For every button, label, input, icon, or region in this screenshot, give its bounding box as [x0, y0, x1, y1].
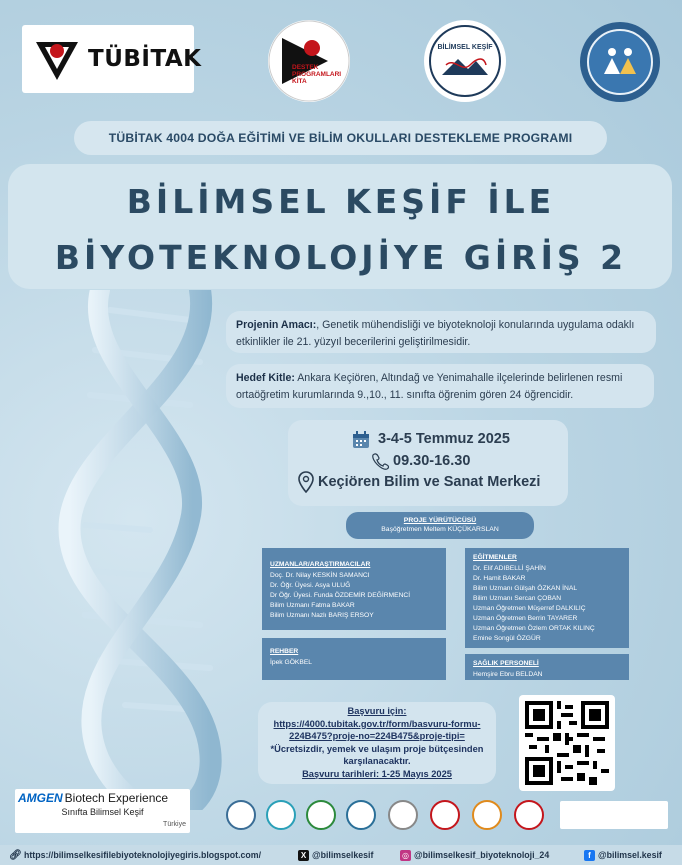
- calendar-icon: [352, 431, 370, 449]
- location-pin-icon: [298, 471, 314, 493]
- tubitak-logo: [22, 25, 202, 93]
- purpose-box: [226, 311, 656, 353]
- trainer-item: Uzman Öğretmen Müşerref DALKILIÇ: [473, 605, 586, 612]
- amgen-line-2: Sınıfta Bilimsel Keşif: [61, 807, 144, 817]
- people-icon: [600, 44, 640, 80]
- partner-logo-2: [266, 800, 296, 830]
- trainers-heading: EĞİTMENLER: [473, 554, 517, 561]
- bilimsel-kesif-logo: [424, 20, 506, 102]
- x-icon: X: [298, 850, 309, 861]
- destek-emblem-icon: [268, 20, 350, 102]
- dna-mountain-icon: [440, 51, 490, 79]
- trainer-item: Dr. Hamit BAKAR: [473, 575, 526, 582]
- partner-logo-7: [472, 800, 502, 830]
- trainer-item: Uzman Öğretmen Özlem ORTAK KILINÇ: [473, 625, 595, 632]
- trainer-item: Uzman Öğretmen Berrin TAYARER: [473, 615, 578, 622]
- trainer-item: Dr. Elif ADIBELLİ ŞAHİN: [473, 565, 546, 572]
- sanayi-bakanligi-logo: [560, 801, 668, 829]
- phone-icon: [370, 452, 390, 470]
- partner-logo-3: [306, 800, 336, 830]
- footer-instagram[interactable]: [400, 850, 549, 861]
- link-icon: 🔗︎: [9, 849, 22, 861]
- partner-logo-8: [514, 800, 544, 830]
- kecioren-logo-inner: [587, 29, 653, 95]
- tubitak-emblem-icon: [34, 36, 80, 82]
- experts-panel: [262, 548, 446, 630]
- bilimsel-kesif-text: BİLİMSEL KEŞİF: [437, 43, 493, 51]
- title-line-1: BİLİMSEL KEŞİF İLE: [126, 182, 556, 221]
- partner-logo-5: [388, 800, 418, 830]
- expert-item: Dr. Öğr. Üyesi. Asya ULUĞ: [270, 582, 351, 589]
- destek-text-2: PROGRAMLARI: [292, 71, 342, 78]
- audience-text: Ankara Keçiören, Altındağ ve Yenimahalle ilçelerinde belirlenen resmi ortaöğretim kurumlarında 9.,10., 11. sınıfta öğrenim gören 24 öğrencidir.: [236, 372, 623, 401]
- expert-item: Doç. Dr. Nilay KESKİN SAMANCI: [270, 572, 370, 579]
- coordinator-panel: [346, 512, 534, 539]
- destek-text-1: DESTEK: [292, 64, 319, 71]
- amgen-brand: AMGEN: [18, 791, 63, 805]
- footer-blog[interactable]: [10, 850, 261, 861]
- amgen-biotech-logo: [15, 789, 190, 833]
- footer-facebook-handle[interactable]: @bilimsel.kesif: [598, 850, 662, 860]
- destek-text-3: KİTA: [292, 78, 307, 85]
- qr-code-icon: [525, 701, 609, 785]
- expert-item: Dr Öğr. Üyesi. Funda ÖZDEMİR DEĞİRMENCİ: [270, 592, 411, 599]
- application-note: *Ücretsizdir, yemek ve ulaşım proje bütçesinden karşılanacaktır.: [270, 743, 484, 766]
- footer-blog-link[interactable]: https://bilimselkesifilebiyoteknolojiyegiris.blogspot.com/: [24, 850, 262, 860]
- amgen-line-1: Biotech Experience: [64, 791, 169, 805]
- experts-heading: UZMANLAR/ARAŞTIRMACILAR: [270, 561, 371, 568]
- amgen-logo-line: [18, 791, 168, 805]
- event-place: Keçiören Bilim ve Sanat Merkezi: [318, 474, 541, 490]
- bilimsel-kesif-ring: [429, 25, 501, 97]
- destek-programlari-logo: [268, 20, 350, 102]
- expert-item: Bilim Uzmanı Fatma BAKAR: [270, 602, 355, 609]
- application-link[interactable]: https://4000.tubitak.gov.tr/form/basvuru-formu-224B475?proje-no=224B475&proje-tipi=: [273, 718, 481, 741]
- application-dates: Başvuru tarihleri: 1-25 Mayıs 2025: [302, 768, 452, 779]
- instagram-icon: ◎: [400, 850, 411, 861]
- application-box: [258, 702, 496, 784]
- trainer-item: Emine Songül ÖZGÜR: [473, 635, 541, 642]
- expert-item: Bilim Uzmanı Nazlı BARIŞ ERSOY: [270, 612, 374, 619]
- footer-x[interactable]: [298, 850, 373, 861]
- qr-code[interactable]: [519, 695, 615, 791]
- footer-bar: [0, 845, 682, 865]
- audience-label: Hedef Kitle:: [236, 372, 295, 384]
- tubitak-logo-text: TÜBİTAK: [88, 46, 202, 72]
- audience-box: [226, 364, 654, 408]
- footer-facebook[interactable]: [584, 850, 662, 861]
- partner-logo-4: [346, 800, 376, 830]
- destek-logo-text: [292, 64, 341, 85]
- purpose-text: , Genetik mühendisliği ve biyoteknoloji konularında uygulama odaklı etkinlikler ile 21. yüzyıl becerilerini geliştirilmesidir.: [236, 319, 635, 348]
- coordinator-name: Başöğretmen Meltem KÜÇÜKARSLAN: [381, 526, 499, 533]
- footer-instagram-handle[interactable]: @bilimselkesif_biyoteknoloji_24: [414, 850, 550, 860]
- amgen-country: Türkiye: [163, 821, 186, 828]
- kecioren-bilsem-logo: [580, 22, 660, 102]
- trainer-item: Bilim Uzmanı Sercan ÇOBAN: [473, 595, 562, 602]
- guide-heading: REHBER: [270, 648, 299, 655]
- title-line-2: BİYOTEKNOLOJİYE GİRİŞ 2: [54, 238, 628, 277]
- trainers-panel: [465, 548, 629, 648]
- facebook-icon: f: [584, 850, 595, 861]
- guide-name: İpek GÖKBEL: [270, 659, 313, 666]
- trainer-item: Bilim Uzmanı Gülşah ÖZKAN İNAL: [473, 585, 578, 592]
- event-date: 3-4-5 Temmuz 2025: [378, 431, 510, 447]
- purpose-label: Projenin Amacı:: [236, 319, 317, 331]
- footer-x-handle[interactable]: @bilimselkesif: [312, 850, 374, 860]
- health-name: Hemşire Ebru BELDAN: [473, 671, 543, 678]
- event-time: 09.30-16.30: [393, 453, 471, 469]
- partner-logo-1: [226, 800, 256, 830]
- guide-panel: [262, 638, 446, 680]
- coordinator-heading: PROJE YÜRÜTÜCÜSÜ: [403, 517, 477, 524]
- program-title: TÜBİTAK 4004 DOĞA EĞİTİMİ VE BİLİM OKULLARI DESTEKLEME PROGRAMI: [74, 121, 607, 155]
- application-heading: Başvuru için:: [347, 706, 407, 716]
- health-panel: [465, 654, 629, 680]
- partner-logo-6: [430, 800, 460, 830]
- health-heading: SAĞLIK PERSONELİ: [473, 660, 539, 667]
